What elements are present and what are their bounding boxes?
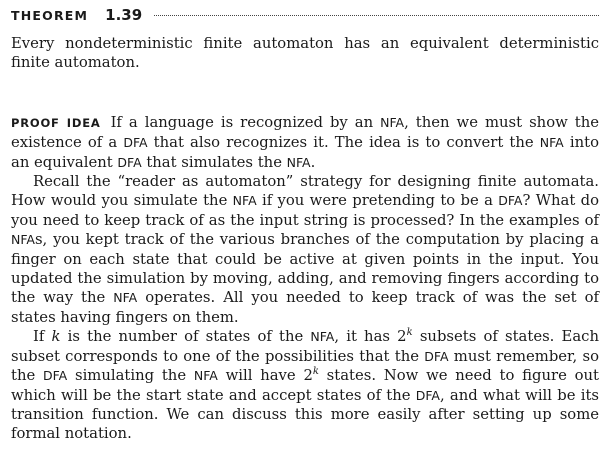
text-run: If a language is recognized by an (110, 113, 381, 131)
proof-idea-label: PROOF IDEA (11, 115, 101, 130)
text-run: is the number of states of the (60, 328, 311, 346)
proof-paragraph-2 (11, 172, 599, 327)
text-run: into an equivalent (11, 134, 599, 171)
text-run: will have (217, 367, 304, 385)
acronym: NFA (232, 193, 257, 209)
text-run: , then we must show the existence of a (11, 113, 600, 152)
acronym: NFA (113, 290, 138, 306)
text-run: , and what will be its transition function. We can discuss this more easily after setting up some formal notation. (11, 386, 599, 443)
math-exponent: k (312, 366, 319, 378)
text-run: . (310, 153, 316, 171)
acronym: NFA (11, 232, 35, 248)
text-run: that also recognizes it. The idea is to convert the (147, 134, 540, 152)
math-exponent: k (406, 327, 413, 339)
acronym: DFA (43, 368, 68, 384)
text-run: subsets of states. Each subset corresponds to one of the possibilities that the (11, 328, 599, 365)
acronym: NFA (286, 154, 311, 170)
page (11, 6, 599, 444)
text-run: s, you kept track of the various branches of the computation by placing a finger on each state that could be active at given points in the input. You updated the simulation by moving, adding, and removing fingers according to the way the (11, 231, 599, 307)
theorem-number: 1.39 (105, 6, 143, 24)
text-run: If (33, 328, 52, 346)
text-run: operates. All you needed to keep track of was the set of states having fingers on them. (11, 289, 599, 326)
theorem-label: THEOREM (11, 8, 89, 23)
theorem-statement: Every nondeterministic finite automaton has an equivalent deterministic finite automaton. (11, 35, 599, 72)
proof-paragraph-1 (11, 113, 599, 172)
math-variable: k (51, 328, 61, 346)
math-base: 2 (303, 367, 313, 385)
proof-idea (11, 113, 599, 444)
proof-paragraph-3 (11, 327, 599, 443)
acronym: DFA (498, 193, 523, 209)
acronym: NFA (380, 114, 405, 130)
acronym: NFA (539, 135, 564, 151)
acronym: NFA (310, 329, 335, 345)
text-run: Recall the “reader as automaton” strategy for designing finite automata. How would you simulate the (11, 173, 599, 210)
text-run: if you were pretending to be a (256, 192, 499, 210)
text-run: ? What do you need to keep track of as the input string is processed? In the examples of (11, 192, 599, 229)
acronym: DFA (424, 348, 449, 364)
text-run: states. Now we need to figure out which will be the start state and accept states of the (11, 367, 600, 404)
text-run: simulating the (67, 367, 194, 385)
dotted-rule (154, 15, 599, 16)
text-run: that simulates the (141, 153, 287, 171)
text-run: , it has (334, 328, 398, 346)
text-run: must remember, so the (11, 347, 599, 385)
acronym: NFA (193, 368, 218, 384)
theorem-heading (11, 6, 599, 32)
acronym: DFA (117, 154, 142, 170)
acronym: DFA (123, 135, 148, 151)
acronym: DFA (415, 387, 440, 403)
math-base: 2 (397, 328, 407, 346)
